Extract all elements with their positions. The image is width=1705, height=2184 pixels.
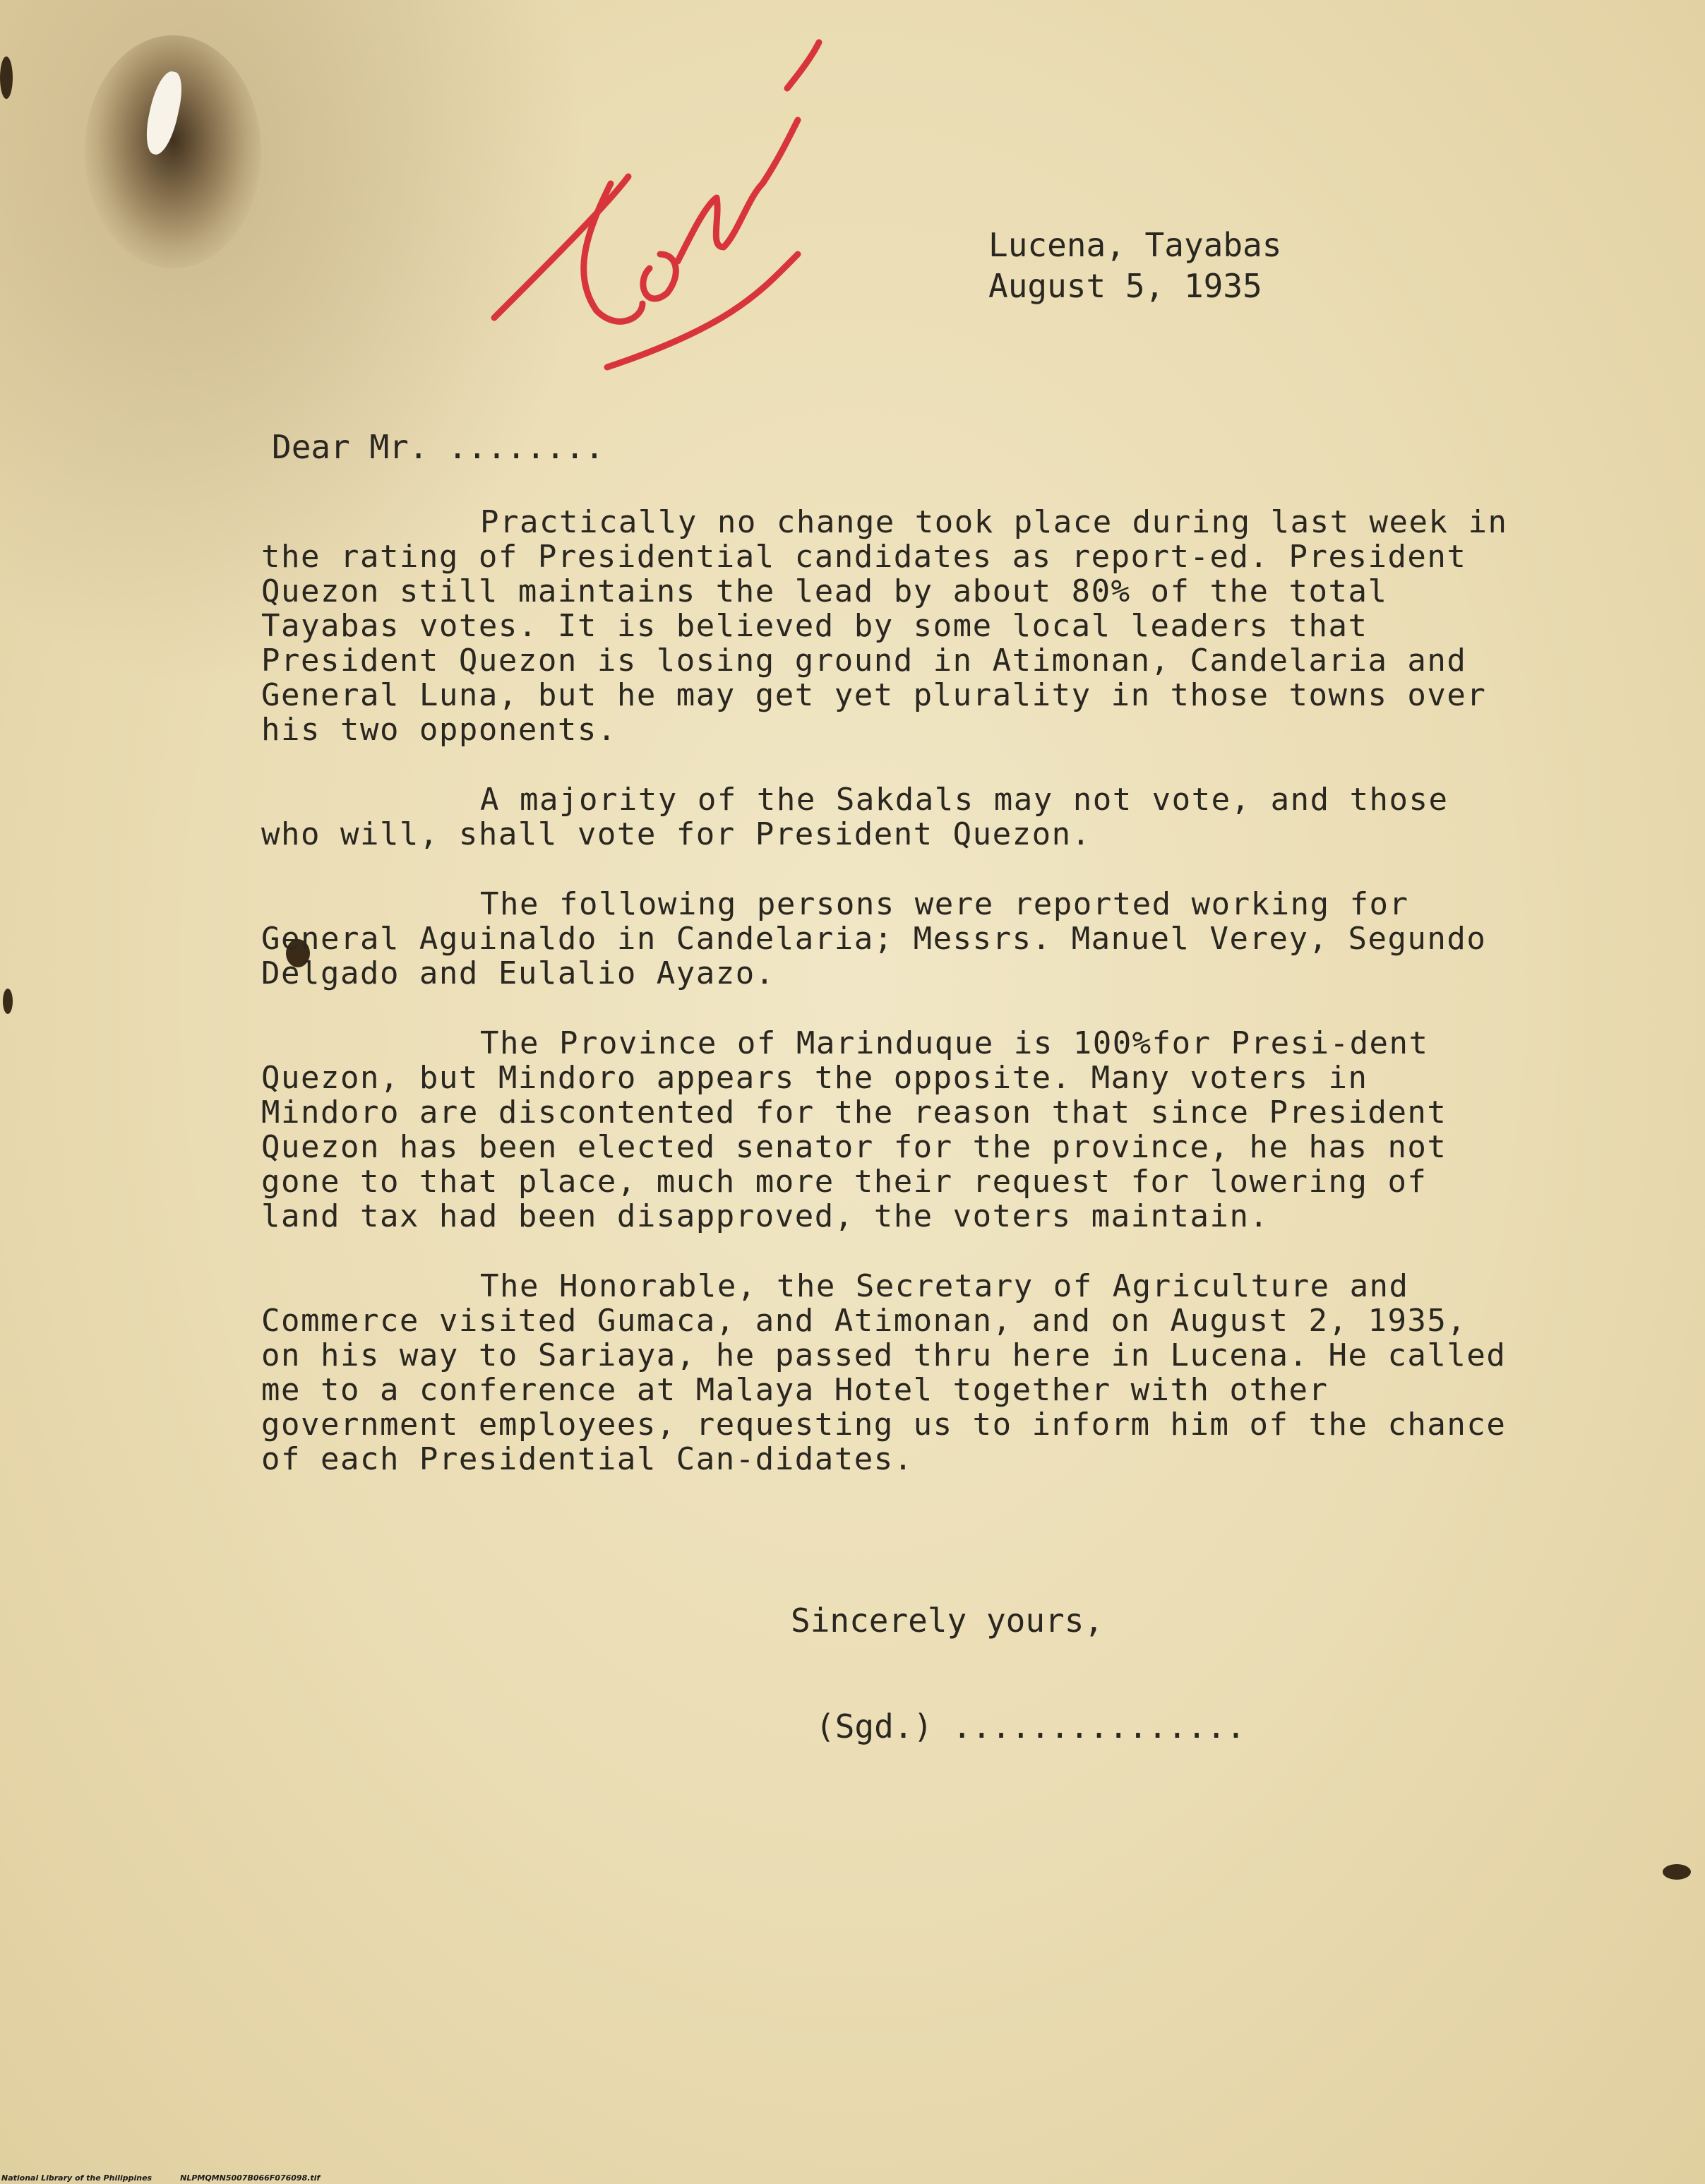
- annotation-stroke: [643, 254, 676, 299]
- paragraph-1: Practically no change took place during last week in the rating of Presidential candidates as report-ed. President Quezon still maintains the lead by about 80% of the total Tayabas votes. It is believed by some local leaders that President Quezon is losing ground in Atimonan, Candelaria and General Luna, but he may get yet plurality in those towns over his two opponents.: [261, 504, 1508, 748]
- ink-spot: [3, 989, 13, 1014]
- burn-stain: [85, 35, 261, 268]
- salutation: Dear Mr. ........: [272, 428, 604, 466]
- annotation-stroke: [494, 177, 628, 318]
- annotation-stroke: [607, 254, 798, 367]
- letter-date: August 5, 1935: [988, 267, 1262, 305]
- footer-file-id: NLPMQMN5007B066F076098.tif: [180, 2173, 321, 2183]
- annotation-stroke: [762, 120, 798, 184]
- paragraph-5: The Honorable, the Secretary of Agriculture and Commerce visited Gumaca, and Atimonan, and on August 2, 1935, on his way to Sariaya, he passed thru here in Lucena. He called me to a conference at Malaya Hotel together with other government employees, requesting us to inform him of the chance of each Presidential Can-didates.: [261, 1268, 1507, 1477]
- signature-line: (Sgd.) ...............: [815, 1707, 1246, 1746]
- paragraph-2: A majority of the Sakdals may not vote, and those who will, shall vote for President Quezon.: [261, 782, 1449, 852]
- annotation-stroke: [584, 184, 642, 321]
- handwritten-red-annotation: [466, 21, 833, 374]
- paragraph-4: The Province of Marinduque is 100%for Presi-dent Quezon, but Mindoro appears the opposite. Many voters in Mindoro are discontented for the reason that since President Quezon has been elected senator for the province, he has not gone to that place, much more their request for lowering of land tax had been disapproved, the voters maintain.: [261, 1025, 1447, 1234]
- ink-spot: [1663, 1864, 1691, 1880]
- ink-spot: [0, 56, 13, 99]
- red-annotation-strokes: [494, 42, 819, 367]
- annotation-stroke: [787, 42, 819, 88]
- paragraph-3: The following persons were reported working for General Aguinaldo in Candelaria; Messrs. Manuel Verey, Segundo Delgado and Eulalio Ayazo.: [261, 886, 1487, 991]
- footer-institution: National Library of the Philippines: [1, 2173, 152, 2183]
- letter-body: [261, 505, 1511, 1512]
- annotation-stroke: [678, 184, 762, 261]
- archive-footer: [1, 2173, 348, 2183]
- letter-place: Lucena, Tayabas: [988, 226, 1282, 264]
- letter-heading: [988, 225, 1281, 306]
- closing: Sincerely yours,: [791, 1601, 1104, 1640]
